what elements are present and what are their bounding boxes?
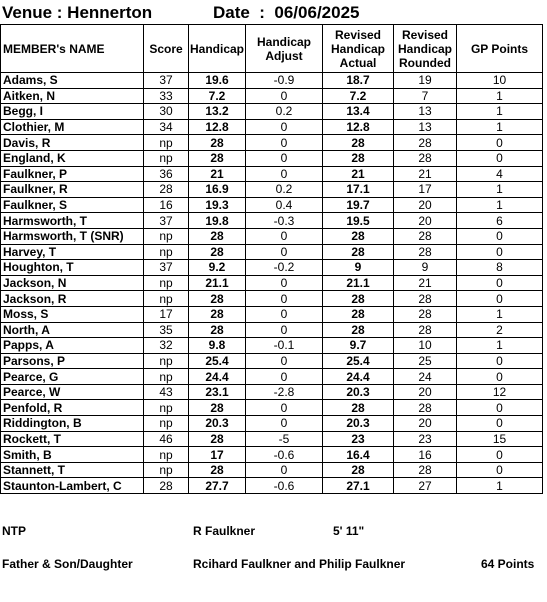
cell-name: Adams, S xyxy=(1,73,144,89)
cell-score: 36 xyxy=(144,166,189,182)
cell-name: Aitken, N xyxy=(1,88,144,104)
table-row xyxy=(1,244,543,260)
cell-revised-actual: 27.1 xyxy=(323,478,394,494)
cell-handicap-adjust: 0 xyxy=(246,275,323,291)
cell-score: 34 xyxy=(144,119,189,135)
cell-name: Stannett, T xyxy=(1,462,144,478)
cell-name: Faulkner, P xyxy=(1,166,144,182)
cell-handicap-adjust: -5 xyxy=(246,431,323,447)
cell-handicap: 28 xyxy=(189,150,246,166)
cell-handicap: 19.8 xyxy=(189,213,246,229)
cell-gp-points: 0 xyxy=(457,150,543,166)
cell-handicap-adjust: -0.2 xyxy=(246,260,323,276)
cell-handicap: 28 xyxy=(189,228,246,244)
cell-score: np xyxy=(144,447,189,463)
cell-gp-points: 1 xyxy=(457,182,543,198)
cell-revised-rounded: 20 xyxy=(394,384,457,400)
cell-revised-rounded: 28 xyxy=(394,322,457,338)
table-row xyxy=(1,119,543,135)
cell-gp-points: 8 xyxy=(457,260,543,276)
cell-handicap: 7.2 xyxy=(189,88,246,104)
cell-revised-actual: 20.3 xyxy=(323,416,394,432)
col-header-handicap: Handicap xyxy=(189,25,246,73)
cell-gp-points: 0 xyxy=(457,291,543,307)
cell-revised-rounded: 21 xyxy=(394,275,457,291)
cell-gp-points: 0 xyxy=(457,447,543,463)
cell-name: Faulkner, R xyxy=(1,182,144,198)
cell-revised-actual: 16.4 xyxy=(323,447,394,463)
cell-revised-actual: 23 xyxy=(323,431,394,447)
cell-handicap: 24.4 xyxy=(189,369,246,385)
cell-name: Riddington, B xyxy=(1,416,144,432)
cell-handicap: 28 xyxy=(189,431,246,447)
cell-revised-rounded: 13 xyxy=(394,119,457,135)
cell-revised-actual: 19.5 xyxy=(323,213,394,229)
cell-gp-points: 0 xyxy=(457,228,543,244)
cell-name: Harvey, T xyxy=(1,244,144,260)
cell-handicap: 28 xyxy=(189,244,246,260)
cell-score: 17 xyxy=(144,306,189,322)
cell-revised-rounded: 21 xyxy=(394,166,457,182)
cell-handicap: 19.3 xyxy=(189,197,246,213)
cell-handicap: 21.1 xyxy=(189,275,246,291)
cell-score: 35 xyxy=(144,322,189,338)
cell-revised-rounded: 28 xyxy=(394,291,457,307)
sheet-header xyxy=(2,3,542,23)
cell-revised-rounded: 28 xyxy=(394,244,457,260)
cell-revised-actual: 28 xyxy=(323,150,394,166)
cell-revised-rounded: 17 xyxy=(394,182,457,198)
cell-score: 33 xyxy=(144,88,189,104)
cell-revised-rounded: 20 xyxy=(394,197,457,213)
cell-gp-points: 6 xyxy=(457,213,543,229)
cell-handicap-adjust: -0.9 xyxy=(246,73,323,89)
ntp-distance: 5' 11" xyxy=(333,524,365,538)
cell-handicap: 28 xyxy=(189,135,246,151)
cell-handicap: 25.4 xyxy=(189,353,246,369)
cell-handicap: 16.9 xyxy=(189,182,246,198)
cell-revised-actual: 28 xyxy=(323,322,394,338)
results-table xyxy=(0,24,543,494)
cell-score: 46 xyxy=(144,431,189,447)
cell-revised-rounded: 28 xyxy=(394,228,457,244)
table-row xyxy=(1,291,543,307)
cell-score: 37 xyxy=(144,213,189,229)
cell-gp-points: 15 xyxy=(457,431,543,447)
cell-revised-actual: 21.1 xyxy=(323,275,394,291)
cell-score: np xyxy=(144,244,189,260)
father-son-label: Father & Son/Daughter xyxy=(2,557,133,571)
cell-score: 30 xyxy=(144,104,189,120)
cell-handicap-adjust: 0 xyxy=(246,291,323,307)
cell-revised-rounded: 28 xyxy=(394,150,457,166)
cell-handicap-adjust: 0 xyxy=(246,306,323,322)
cell-revised-rounded: 7 xyxy=(394,88,457,104)
table-row xyxy=(1,416,543,432)
cell-gp-points: 0 xyxy=(457,416,543,432)
cell-gp-points: 0 xyxy=(457,353,543,369)
cell-handicap-adjust: 0 xyxy=(246,369,323,385)
cell-handicap-adjust: 0 xyxy=(246,150,323,166)
cell-revised-actual: 9 xyxy=(323,260,394,276)
cell-name: Jackson, R xyxy=(1,291,144,307)
table-row xyxy=(1,478,543,494)
cell-handicap: 12.8 xyxy=(189,119,246,135)
table-row xyxy=(1,73,543,89)
cell-revised-actual: 25.4 xyxy=(323,353,394,369)
cell-handicap-adjust: 0 xyxy=(246,416,323,432)
cell-revised-rounded: 27 xyxy=(394,478,457,494)
table-row xyxy=(1,197,543,213)
cell-revised-rounded: 10 xyxy=(394,338,457,354)
cell-name: North, A xyxy=(1,322,144,338)
table-row xyxy=(1,338,543,354)
table-row xyxy=(1,166,543,182)
cell-revised-rounded: 9 xyxy=(394,260,457,276)
cell-gp-points: 10 xyxy=(457,73,543,89)
cell-name: Rockett, T xyxy=(1,431,144,447)
cell-gp-points: 1 xyxy=(457,306,543,322)
col-header-revised-actual: Revised Handicap Actual xyxy=(323,25,394,73)
cell-revised-actual: 28 xyxy=(323,135,394,151)
cell-name: Clothier, M xyxy=(1,119,144,135)
cell-score: np xyxy=(144,275,189,291)
cell-revised-actual: 19.7 xyxy=(323,197,394,213)
cell-name: Begg, I xyxy=(1,104,144,120)
cell-score: np xyxy=(144,400,189,416)
col-header-name: MEMBER's NAME xyxy=(1,25,144,73)
table-row xyxy=(1,275,543,291)
cell-handicap: 27.7 xyxy=(189,478,246,494)
cell-name: Faulkner, S xyxy=(1,197,144,213)
cell-name: Papps, A xyxy=(1,338,144,354)
table-body xyxy=(1,73,543,494)
cell-revised-actual: 28 xyxy=(323,306,394,322)
cell-revised-actual: 12.8 xyxy=(323,119,394,135)
col-header-revised-rounded: Revised Handicap Rounded xyxy=(394,25,457,73)
col-header-score: Score xyxy=(144,25,189,73)
cell-handicap-adjust: 0 xyxy=(246,166,323,182)
ntp-label: NTP xyxy=(2,524,26,538)
cell-score: np xyxy=(144,150,189,166)
table-row xyxy=(1,431,543,447)
cell-score: np xyxy=(144,462,189,478)
cell-gp-points: 1 xyxy=(457,478,543,494)
cell-gp-points: 1 xyxy=(457,104,543,120)
table-row xyxy=(1,260,543,276)
cell-name: Houghton, T xyxy=(1,260,144,276)
cell-score: 28 xyxy=(144,182,189,198)
header-row xyxy=(1,25,543,73)
table-row xyxy=(1,447,543,463)
table-row xyxy=(1,182,543,198)
table-row xyxy=(1,88,543,104)
cell-name: Pearce, W xyxy=(1,384,144,400)
cell-score: 37 xyxy=(144,73,189,89)
table-row xyxy=(1,384,543,400)
table-row xyxy=(1,322,543,338)
cell-handicap-adjust: 0.2 xyxy=(246,182,323,198)
cell-revised-actual: 7.2 xyxy=(323,88,394,104)
cell-gp-points: 0 xyxy=(457,275,543,291)
table-row xyxy=(1,228,543,244)
cell-score: np xyxy=(144,369,189,385)
cell-handicap: 9.8 xyxy=(189,338,246,354)
cell-revised-actual: 18.7 xyxy=(323,73,394,89)
cell-handicap: 13.2 xyxy=(189,104,246,120)
cell-name: Harmsworth, T xyxy=(1,213,144,229)
cell-handicap-adjust: -0.3 xyxy=(246,213,323,229)
cell-score: 43 xyxy=(144,384,189,400)
cell-score: np xyxy=(144,228,189,244)
cell-revised-rounded: 23 xyxy=(394,431,457,447)
cell-name: Davis, R xyxy=(1,135,144,151)
cell-handicap-adjust: -0.6 xyxy=(246,478,323,494)
cell-gp-points: 1 xyxy=(457,119,543,135)
cell-name: Staunton-Lambert, C xyxy=(1,478,144,494)
col-header-gp-points: GP Points xyxy=(457,25,543,73)
cell-name: Jackson, N xyxy=(1,275,144,291)
cell-handicap-adjust: 0 xyxy=(246,228,323,244)
cell-handicap-adjust: 0 xyxy=(246,135,323,151)
cell-gp-points: 1 xyxy=(457,88,543,104)
cell-revised-actual: 24.4 xyxy=(323,369,394,385)
cell-name: Parsons, P xyxy=(1,353,144,369)
col-header-handicap-adjust: Handicap Adjust xyxy=(246,25,323,73)
cell-handicap-adjust: -0.6 xyxy=(246,447,323,463)
cell-name: Pearce, G xyxy=(1,369,144,385)
father-son-points: 64 Points xyxy=(481,557,535,571)
cell-score: np xyxy=(144,416,189,432)
cell-revised-rounded: 28 xyxy=(394,462,457,478)
cell-name: Harmsworth, T (SNR) xyxy=(1,228,144,244)
cell-score: 32 xyxy=(144,338,189,354)
cell-handicap: 21 xyxy=(189,166,246,182)
cell-handicap: 28 xyxy=(189,306,246,322)
table-row xyxy=(1,135,543,151)
cell-gp-points: 12 xyxy=(457,384,543,400)
cell-gp-points: 2 xyxy=(457,322,543,338)
cell-handicap-adjust: 0 xyxy=(246,244,323,260)
cell-revised-actual: 28 xyxy=(323,462,394,478)
cell-gp-points: 1 xyxy=(457,338,543,354)
cell-revised-rounded: 28 xyxy=(394,306,457,322)
cell-revised-actual: 28 xyxy=(323,228,394,244)
cell-revised-actual: 28 xyxy=(323,291,394,307)
cell-gp-points: 0 xyxy=(457,369,543,385)
cell-revised-actual: 20.3 xyxy=(323,384,394,400)
cell-name: Smith, B xyxy=(1,447,144,463)
cell-gp-points: 1 xyxy=(457,197,543,213)
cell-revised-rounded: 25 xyxy=(394,353,457,369)
cell-handicap: 28 xyxy=(189,400,246,416)
table-row xyxy=(1,150,543,166)
cell-revised-rounded: 16 xyxy=(394,447,457,463)
cell-handicap-adjust: 0 xyxy=(246,400,323,416)
cell-name: Penfold, R xyxy=(1,400,144,416)
cell-score: np xyxy=(144,353,189,369)
cell-name: Moss, S xyxy=(1,306,144,322)
table-row xyxy=(1,104,543,120)
cell-handicap-adjust: -2.8 xyxy=(246,384,323,400)
cell-score: np xyxy=(144,135,189,151)
cell-handicap-adjust: 0 xyxy=(246,119,323,135)
venue-title: Venue : Hennerton xyxy=(2,3,153,22)
cell-handicap-adjust: 0 xyxy=(246,322,323,338)
cell-handicap: 9.2 xyxy=(189,260,246,276)
cell-gp-points: 0 xyxy=(457,244,543,260)
cell-score: 37 xyxy=(144,260,189,276)
cell-score: np xyxy=(144,291,189,307)
table-row xyxy=(1,400,543,416)
cell-gp-points: 4 xyxy=(457,166,543,182)
cell-revised-actual: 28 xyxy=(323,244,394,260)
cell-revised-actual: 13.4 xyxy=(323,104,394,120)
cell-revised-rounded: 24 xyxy=(394,369,457,385)
cell-handicap-adjust: 0 xyxy=(246,462,323,478)
table-row xyxy=(1,306,543,322)
cell-revised-actual: 17.1 xyxy=(323,182,394,198)
cell-revised-rounded: 13 xyxy=(394,104,457,120)
table-row xyxy=(1,369,543,385)
cell-handicap: 17 xyxy=(189,447,246,463)
cell-gp-points: 0 xyxy=(457,400,543,416)
cell-name: England, K xyxy=(1,150,144,166)
cell-score: 16 xyxy=(144,197,189,213)
father-son-winners: Rcihard Faulkner and Philip Faulkner xyxy=(193,557,406,571)
cell-handicap: 19.6 xyxy=(189,73,246,89)
cell-revised-rounded: 28 xyxy=(394,135,457,151)
ntp-winner: R Faulkner xyxy=(193,524,256,538)
cell-revised-rounded: 19 xyxy=(394,73,457,89)
cell-score: 28 xyxy=(144,478,189,494)
cell-handicap-adjust: -0.1 xyxy=(246,338,323,354)
cell-handicap: 28 xyxy=(189,291,246,307)
table-row xyxy=(1,213,543,229)
cell-revised-rounded: 20 xyxy=(394,416,457,432)
cell-revised-actual: 9.7 xyxy=(323,338,394,354)
cell-handicap: 28 xyxy=(189,462,246,478)
cell-gp-points: 0 xyxy=(457,462,543,478)
cell-handicap: 28 xyxy=(189,322,246,338)
table-row xyxy=(1,462,543,478)
cell-revised-rounded: 28 xyxy=(394,400,457,416)
cell-handicap-adjust: 0 xyxy=(246,353,323,369)
cell-gp-points: 0 xyxy=(457,135,543,151)
cell-handicap-adjust: 0 xyxy=(246,88,323,104)
cell-handicap-adjust: 0.2 xyxy=(246,104,323,120)
cell-revised-actual: 21 xyxy=(323,166,394,182)
cell-revised-rounded: 20 xyxy=(394,213,457,229)
cell-handicap: 23.1 xyxy=(189,384,246,400)
cell-handicap: 20.3 xyxy=(189,416,246,432)
cell-handicap-adjust: 0.4 xyxy=(246,197,323,213)
table-row xyxy=(1,353,543,369)
cell-revised-actual: 28 xyxy=(323,400,394,416)
date-title: Date : 06/06/2025 xyxy=(213,3,360,22)
